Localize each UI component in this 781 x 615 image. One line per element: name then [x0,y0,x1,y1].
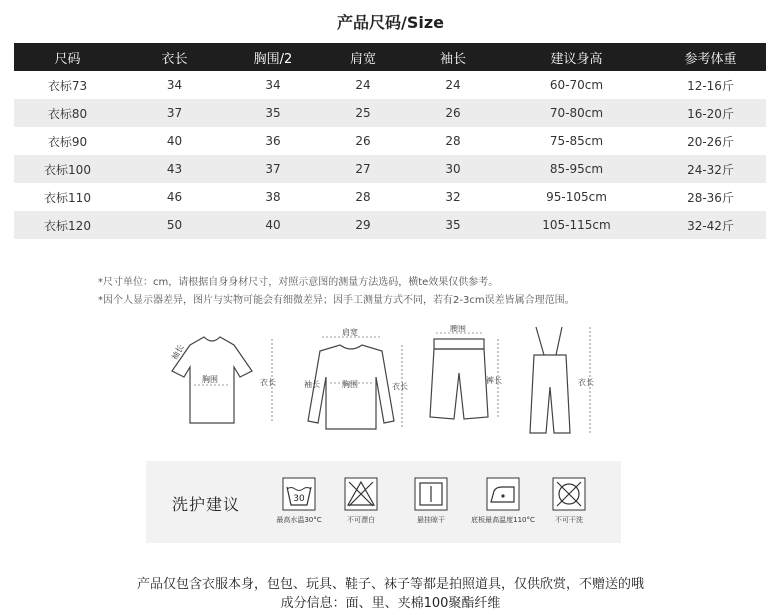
table-row [14,71,766,99]
header-length: 衣长 [121,43,228,71]
table-row [14,211,766,239]
size-table-header [14,43,766,71]
table-cell: 24 [408,71,498,99]
table-cell: 28 [318,183,408,211]
table-cell: 27 [318,155,408,183]
table-cell: 衣标73 [14,71,121,99]
table-cell: 34 [228,71,318,99]
tshirt-diagram [160,325,280,435]
table-cell: 32 [408,183,498,211]
header-height: 建议身高 [498,43,655,71]
table-cell: 26 [318,127,408,155]
table-cell: 37 [228,155,318,183]
table-cell: 30 [408,155,498,183]
iron-low-icon [486,477,520,511]
sleeve-label-2: 袖长 [304,380,320,389]
table-cell: 16-20斤 [655,99,766,127]
table-cell: 85-95cm [498,155,655,183]
table-row [14,127,766,155]
table-cell: 50 [121,211,228,239]
table-cell: 40 [121,127,228,155]
shoulder-label: 肩宽 [342,328,358,337]
sleeve-label: 袖长 [169,343,186,362]
table-cell: 70-80cm [498,99,655,127]
display-note: *因个人显示器差异，图片与实物可能会有细微差异；因手工测量方式不同，若有2-3cm误差皆属合理范围。 [98,295,575,306]
header-chest: 胸围/2 [228,43,318,71]
table-cell: 38 [228,183,318,211]
no-dry-clean-icon [552,477,586,511]
care-panel [146,461,621,543]
table-cell: 衣标100 [14,155,121,183]
table-cell: 32-42斤 [655,211,766,239]
care-item-bleach [322,477,400,525]
table-cell: 40 [228,211,318,239]
table-cell: 43 [121,155,228,183]
table-cell: 60-70cm [498,71,655,99]
table-cell: 35 [228,99,318,127]
table-cell: 25 [318,99,408,127]
table-cell: 12-16斤 [655,71,766,99]
table-cell: 26 [408,99,498,127]
table-cell: 105-115cm [498,211,655,239]
table-cell: 35 [408,211,498,239]
table-cell: 75-85cm [498,127,655,155]
waist-label: 腰围 [450,325,466,333]
table-cell: 46 [121,183,228,211]
chest-label: 胸围 [202,375,218,384]
header-shoulder: 肩宽 [318,43,408,71]
table-cell: 36 [228,127,318,155]
care-label: 不可干洗 [555,516,583,524]
pants-length-label: 裤长 [486,376,502,385]
table-cell: 37 [121,99,228,127]
table-cell: 29 [318,211,408,239]
shorts-diagram [420,325,510,435]
no-bleach-icon [344,477,378,511]
chest-label-2: 胸围 [342,380,358,389]
hang-dry-icon [414,477,448,511]
overalls-diagram [520,325,610,437]
care-title: 洗护建议 [172,495,241,514]
header-size: 尺码 [14,43,121,71]
table-row [14,99,766,127]
footer-material: 成分信息：面、里、夹棉100聚酯纤维 [280,596,501,611]
table-row [14,155,766,183]
size-note: *尺寸单位：cm，请根据自身身材尺寸，对照示意图的测量方法选码，横te效果仅供参考。 [98,277,499,288]
care-item-hang [392,477,470,525]
table-cell: 28-36斤 [655,183,766,211]
table-cell: 衣标90 [14,127,121,155]
header-weight: 参考体重 [655,43,766,71]
care-label: 悬挂晾干 [417,516,445,524]
table-cell: 衣标120 [14,211,121,239]
size-table [14,43,766,239]
table-cell: 28 [408,127,498,155]
table-cell: 20-26斤 [655,127,766,155]
length-label-3: 衣长 [578,378,594,387]
table-cell: 24-32斤 [655,155,766,183]
care-label: 底板最高温度110°C [471,516,535,524]
table-cell: 34 [121,71,228,99]
table-cell: 衣标110 [14,183,121,211]
length-label-2: 衣长 [392,382,408,391]
table-row [14,183,766,211]
longsleeve-diagram [298,325,410,437]
wash-30-icon [282,477,316,511]
table-cell: 24 [318,71,408,99]
table-cell: 95-105cm [498,183,655,211]
care-label: 不可漂白 [347,516,375,524]
care-label: 最高水温30°C [276,516,322,524]
table-cell: 衣标80 [14,99,121,127]
care-item-dryclean [530,477,608,525]
wash-temp-symbol: 30 [293,494,305,504]
page-title: 产品尺码/Size [336,13,445,32]
length-label: 衣长 [260,378,276,387]
footer-props-note: 产品仅包含衣服本身，包包、玩具、鞋子、袜子等都是拍照道具，仅供欣赏，不赠送的哦 [136,577,644,592]
header-sleeve: 袖长 [408,43,498,71]
